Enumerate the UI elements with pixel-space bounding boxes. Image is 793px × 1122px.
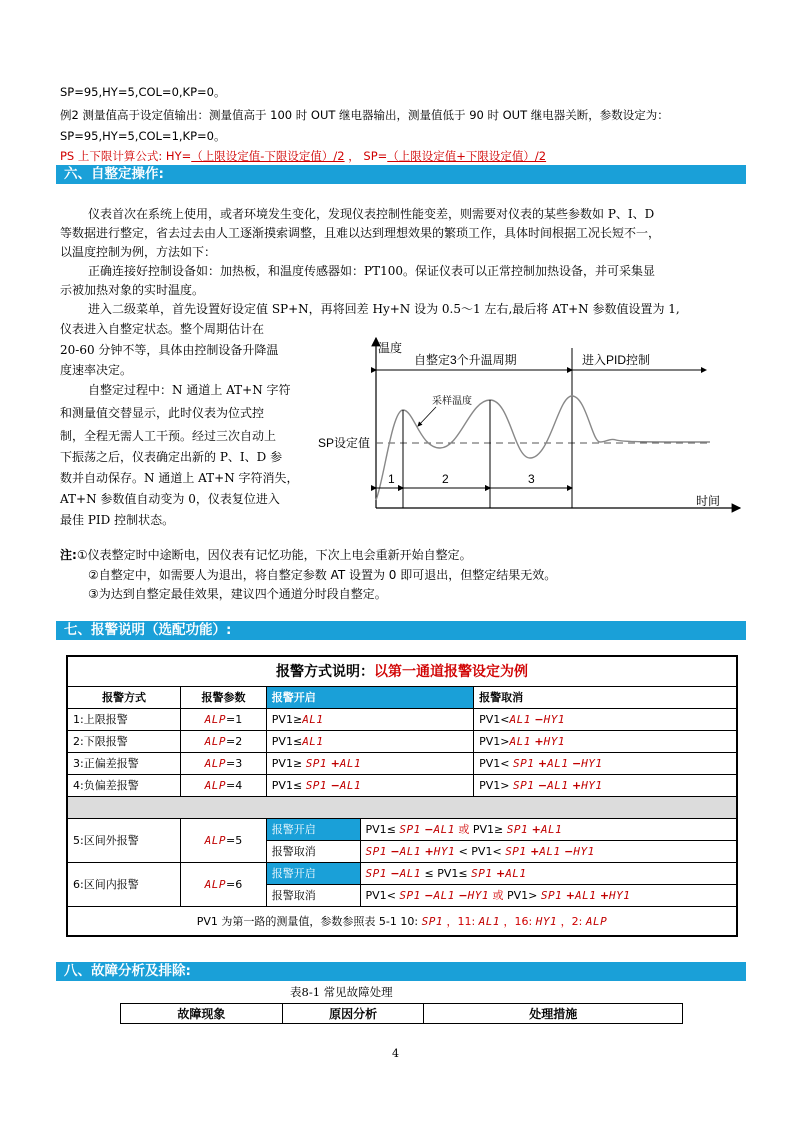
pv1: PV1 (437, 866, 459, 880)
op: ≤ (386, 823, 396, 836)
al1: AL1 (478, 914, 501, 928)
section-7-title: 七、报警说明（选配功能）: (56, 621, 746, 640)
al1: AL1 (399, 844, 421, 858)
s6-p3b: 仪表进入自整定状态。整个周期估计在 (60, 322, 265, 336)
table-separator (67, 796, 737, 818)
row6-mode: 6:区间内报警 (67, 862, 181, 906)
hy1: HY1 (581, 778, 603, 792)
phase-pid-label: 进入PID控制 (582, 353, 651, 367)
alarm-row-5-on (67, 818, 737, 840)
seg-label-1: 1 (388, 472, 395, 486)
op: < (458, 844, 468, 858)
hy1: HY1 (543, 712, 565, 726)
pv1: PV1 (471, 844, 493, 858)
param-val: =5 (226, 833, 243, 847)
s6-p4b: 和测量值交替显示，此时仪表为位式控 (60, 406, 265, 420)
param-val: =2 (226, 734, 243, 748)
header-on: 报警开启 (266, 686, 473, 708)
op: ≤ (292, 734, 303, 748)
alarm-footer-row (67, 906, 737, 936)
alp: ALP (204, 756, 227, 770)
row6-param (181, 862, 267, 906)
row6-on-expr (360, 862, 737, 884)
fault-table-caption: 表8-1 常见故障处理 (290, 985, 393, 999)
param-val: =3 (226, 756, 243, 770)
header-mode: 报警方式 (67, 686, 181, 708)
minus: − (534, 712, 544, 726)
phase-autotune-label: 自整定3个升温周期 (414, 353, 517, 367)
s6-p4d: 下振荡之后，仪表确定出新的 P、I、D 参 (60, 450, 283, 464)
hy1: HY1 (535, 914, 558, 928)
op: > (500, 734, 510, 748)
row2-on (266, 730, 473, 752)
op: ≤ (458, 866, 468, 880)
s6-p3d: 度速率决定。 (60, 363, 133, 377)
note-1 (60, 546, 472, 565)
header-off: 报警取消 (474, 686, 737, 708)
row4-off (474, 774, 737, 796)
al1: AL1 (302, 734, 324, 748)
alarm-row-2 (67, 730, 737, 752)
alp: ALP (204, 712, 227, 726)
minus: − (564, 844, 574, 858)
setpoint-label: SP设定值 (318, 436, 371, 450)
plus: + (531, 823, 541, 836)
row4-on (266, 774, 473, 796)
plus: + (571, 778, 582, 792)
al1: AL1 (339, 778, 362, 792)
formula-hy: （上限设定值-下限设定值）/2 (191, 149, 345, 163)
plus: + (530, 844, 540, 858)
sp1: SP1 (506, 823, 529, 836)
note-2: ②自整定中，如需要人为退出，将自整定参数 AT 设置为 0 即可退出，但整定结果无效。 (88, 568, 557, 582)
pv1: PV1 (271, 778, 293, 792)
row5-on-expr (360, 818, 737, 840)
minus: − (537, 778, 548, 792)
fault-header-symptom: 故障现象 (121, 1004, 283, 1024)
pv1: PV1 (271, 712, 293, 726)
footer-c: ，16: (503, 914, 533, 928)
formula-sp: （上限设定值+下限设定值）/2 (387, 149, 547, 163)
row6-off-label: 报警取消 (266, 884, 360, 906)
pv1: PV1 (479, 756, 501, 770)
row4-param (181, 774, 267, 796)
pv1: PV1 (365, 823, 387, 836)
alp: ALP (204, 833, 227, 847)
sp1: SP1 (505, 844, 527, 858)
alarm-row-3 (67, 752, 737, 774)
al1: AL1 (509, 734, 531, 748)
al1: AL1 (509, 712, 531, 726)
row5-mode: 5:区间外报警 (67, 818, 181, 862)
row5-off-expr (360, 840, 737, 862)
curve-pointer (418, 407, 436, 426)
alarm-row-1 (67, 708, 737, 730)
note-3: ③为达到自整定最佳效果，建议四个通道分时段自整定。 (88, 587, 387, 601)
row5-off-label: 报警取消 (266, 840, 360, 862)
row1-off (474, 708, 737, 730)
pv1: PV1 (365, 889, 387, 902)
pv1: PV1 (271, 734, 293, 748)
s6-p2a: 正确连接好控制设备如：加热板，和温度传感器如：PT100。保证仪表可以正常控制加热设备，并可采集显 (88, 264, 655, 278)
alarm-table (66, 655, 738, 937)
minus: − (390, 866, 400, 880)
s6-p4e: 数并自动保存。N 通道上 AT+N 字符消失， (60, 471, 299, 485)
minus: − (424, 823, 434, 836)
plus: + (424, 844, 434, 858)
sp1: SP1 (471, 866, 493, 880)
pv1: PV1 (479, 778, 501, 792)
hy1: HY1 (609, 889, 631, 902)
s6-p1a: 仪表首次在系统上使用，或者环境发生变化，发现仪表控制性能变差，则需要对仪表的某些参数如 P、I、D (88, 207, 655, 221)
formula-prefix: PS 上下限计算公式: HY= (60, 149, 192, 163)
intro-line-3: SP=95,HY=5,COL=1,KP=0。 (60, 129, 226, 143)
row1-param (181, 708, 267, 730)
row2-off (474, 730, 737, 752)
op: < (386, 889, 396, 902)
s6-p4a: 自整定过程中：N 通道上 AT+N 字符 (88, 383, 291, 397)
hy1: HY1 (467, 889, 489, 902)
minus: − (330, 778, 340, 792)
op: ≥ (292, 756, 303, 770)
fault-table (120, 1003, 683, 1024)
minus: − (390, 844, 400, 858)
plus: + (599, 889, 610, 902)
al1: AL1 (339, 756, 362, 770)
page-number: 4 (392, 1047, 399, 1060)
s6-p3c: 20-60 分钟不等，具体由控制设备升降温 (60, 343, 279, 357)
sp1: SP1 (421, 914, 443, 928)
intro-line-1: SP=95,HY=5,COL=0,KP=0。 (60, 85, 226, 99)
op: > (500, 778, 510, 792)
hy1: HY1 (433, 844, 456, 858)
sp1: SP1 (399, 823, 421, 836)
minus: − (458, 889, 468, 902)
plus: + (495, 866, 506, 880)
footer-a: PV1 为第一路的测量值，参数参照表 5-1 10: (196, 914, 419, 928)
intro-line-2: 例2 测量值高于设定值输出：测量值高于 100 时 OUT 继电器输出，测量值低于 90 时 OUT 继电器关断，参数设定为： (60, 108, 669, 122)
seg-label-3: 3 (528, 472, 535, 486)
y-axis-label: 温度 (378, 341, 403, 355)
row2-param (181, 730, 267, 752)
formula-line (60, 148, 546, 164)
alarm-row-6-on (67, 862, 737, 884)
row3-mode: 3:正偏差报警 (67, 752, 181, 774)
al1: AL1 (547, 756, 569, 770)
pv1: PV1 (271, 756, 293, 770)
formula-mid: ， SP= (344, 149, 388, 163)
header-param: 报警参数 (181, 686, 267, 708)
alarm-title-b: 以第一通道报警设定为例 (374, 664, 528, 681)
alp: ALP (204, 778, 227, 792)
row4-mode: 4:负偏差报警 (67, 774, 181, 796)
al1: AL1 (547, 778, 569, 792)
sp1: SP1 (305, 778, 328, 792)
alp: ALP (204, 734, 227, 748)
s6-p4f: AT+N 参数值自动变为 0，仪表复位进入 (60, 492, 280, 506)
minus: − (424, 889, 434, 902)
section-6-title: 六、自整定操作: (56, 165, 746, 184)
op: < (500, 712, 510, 726)
alarm-footer (67, 906, 737, 936)
row3-off (474, 752, 737, 774)
sp1: SP1 (540, 889, 563, 902)
curve-label: 采样温度 (432, 396, 472, 407)
alarm-table-title (67, 656, 737, 686)
footer-b: ，11: (446, 914, 476, 928)
row3-on (266, 752, 473, 774)
param-val: =6 (226, 877, 243, 891)
al1: AL1 (505, 866, 527, 880)
row5-on-label: 报警开启 (266, 818, 360, 840)
s6-p1b: 等数据进行整定，省去过去由人工逐渐摸索调整，且难以达到理想效果的繁琐工作，具体时间根据工况长短不一， (60, 226, 661, 240)
plus: + (565, 889, 575, 902)
temperature-curve (376, 396, 710, 500)
al1: AL1 (540, 823, 563, 836)
plus: + (534, 734, 544, 748)
row1-mode: 1:上限报警 (67, 708, 181, 730)
row6-off-expr (360, 884, 737, 906)
s6-p1c: 以温度控制为例，方法如下： (60, 245, 217, 259)
fault-header-solution: 处理措施 (424, 1004, 683, 1024)
alarm-row-4 (67, 774, 737, 796)
sp1: SP1 (365, 844, 387, 858)
row6-on-label: 报警开启 (266, 862, 360, 884)
hy1: HY1 (573, 844, 595, 858)
minus: − (571, 756, 582, 770)
pv1: PV1 (472, 823, 495, 836)
op: ≥ (494, 823, 504, 836)
op: ≤ (424, 866, 434, 880)
row1-on (266, 708, 473, 730)
al1: AL1 (574, 889, 597, 902)
al1: AL1 (302, 712, 324, 726)
pv1: PV1 (479, 712, 501, 726)
or: 或 (458, 823, 470, 836)
param-val: =1 (226, 712, 243, 726)
op: > (528, 889, 538, 902)
al1: AL1 (433, 823, 455, 836)
footer-d: ，2: (560, 914, 583, 928)
section-8-title: 八、故障分析及排除: (56, 962, 746, 981)
fault-header-cause: 原因分析 (282, 1004, 424, 1024)
hy1: HY1 (543, 734, 565, 748)
sp1: SP1 (399, 889, 421, 902)
plus: + (330, 756, 340, 770)
alarm-title-a: 报警方式说明： (276, 664, 374, 681)
s6-p3a: 进入二级菜单，首先设置好设定值 SP+N，再将回差 Hy+N 设为 0.5～1 左右,最后将 AT+N 参数值设置为 1, (88, 302, 680, 316)
sp1: SP1 (305, 756, 328, 770)
sp1: SP1 (513, 756, 535, 770)
pv1: PV1 (506, 889, 529, 902)
alp: ALP (585, 914, 608, 928)
alp: ALP (204, 877, 227, 891)
al1: AL1 (399, 866, 421, 880)
s6-p2b: 示被加热对象的实时温度。 (60, 283, 205, 297)
s6-p4g: 最佳 PID 控制状态。 (60, 513, 175, 527)
op: < (500, 756, 510, 770)
al1: AL1 (539, 844, 561, 858)
pv1: PV1 (479, 734, 501, 748)
x-axis-label: 时间 (696, 494, 721, 508)
autotune-chart (310, 330, 750, 520)
op: ≥ (292, 712, 303, 726)
note-1-text: ①仪表整定时中途断电，因仪表有记忆功能，下次上电会重新开始自整定。 (76, 548, 472, 562)
al1: AL1 (433, 889, 455, 902)
param-val: =4 (226, 778, 243, 792)
row3-param (181, 752, 267, 774)
hy1: HY1 (581, 756, 603, 770)
row5-param (181, 818, 267, 862)
or: 或 (492, 889, 504, 902)
op: ≤ (292, 778, 303, 792)
op: < (492, 844, 502, 858)
seg-label-2: 2 (442, 472, 449, 486)
note-prefix: 注: (60, 548, 77, 562)
sp1: SP1 (365, 866, 387, 880)
row2-mode: 2:下限报警 (67, 730, 181, 752)
plus: + (537, 756, 548, 770)
s6-p4c: 制，全程无需人工干预。经过三次自动上 (60, 429, 277, 443)
sp1: SP1 (513, 778, 535, 792)
